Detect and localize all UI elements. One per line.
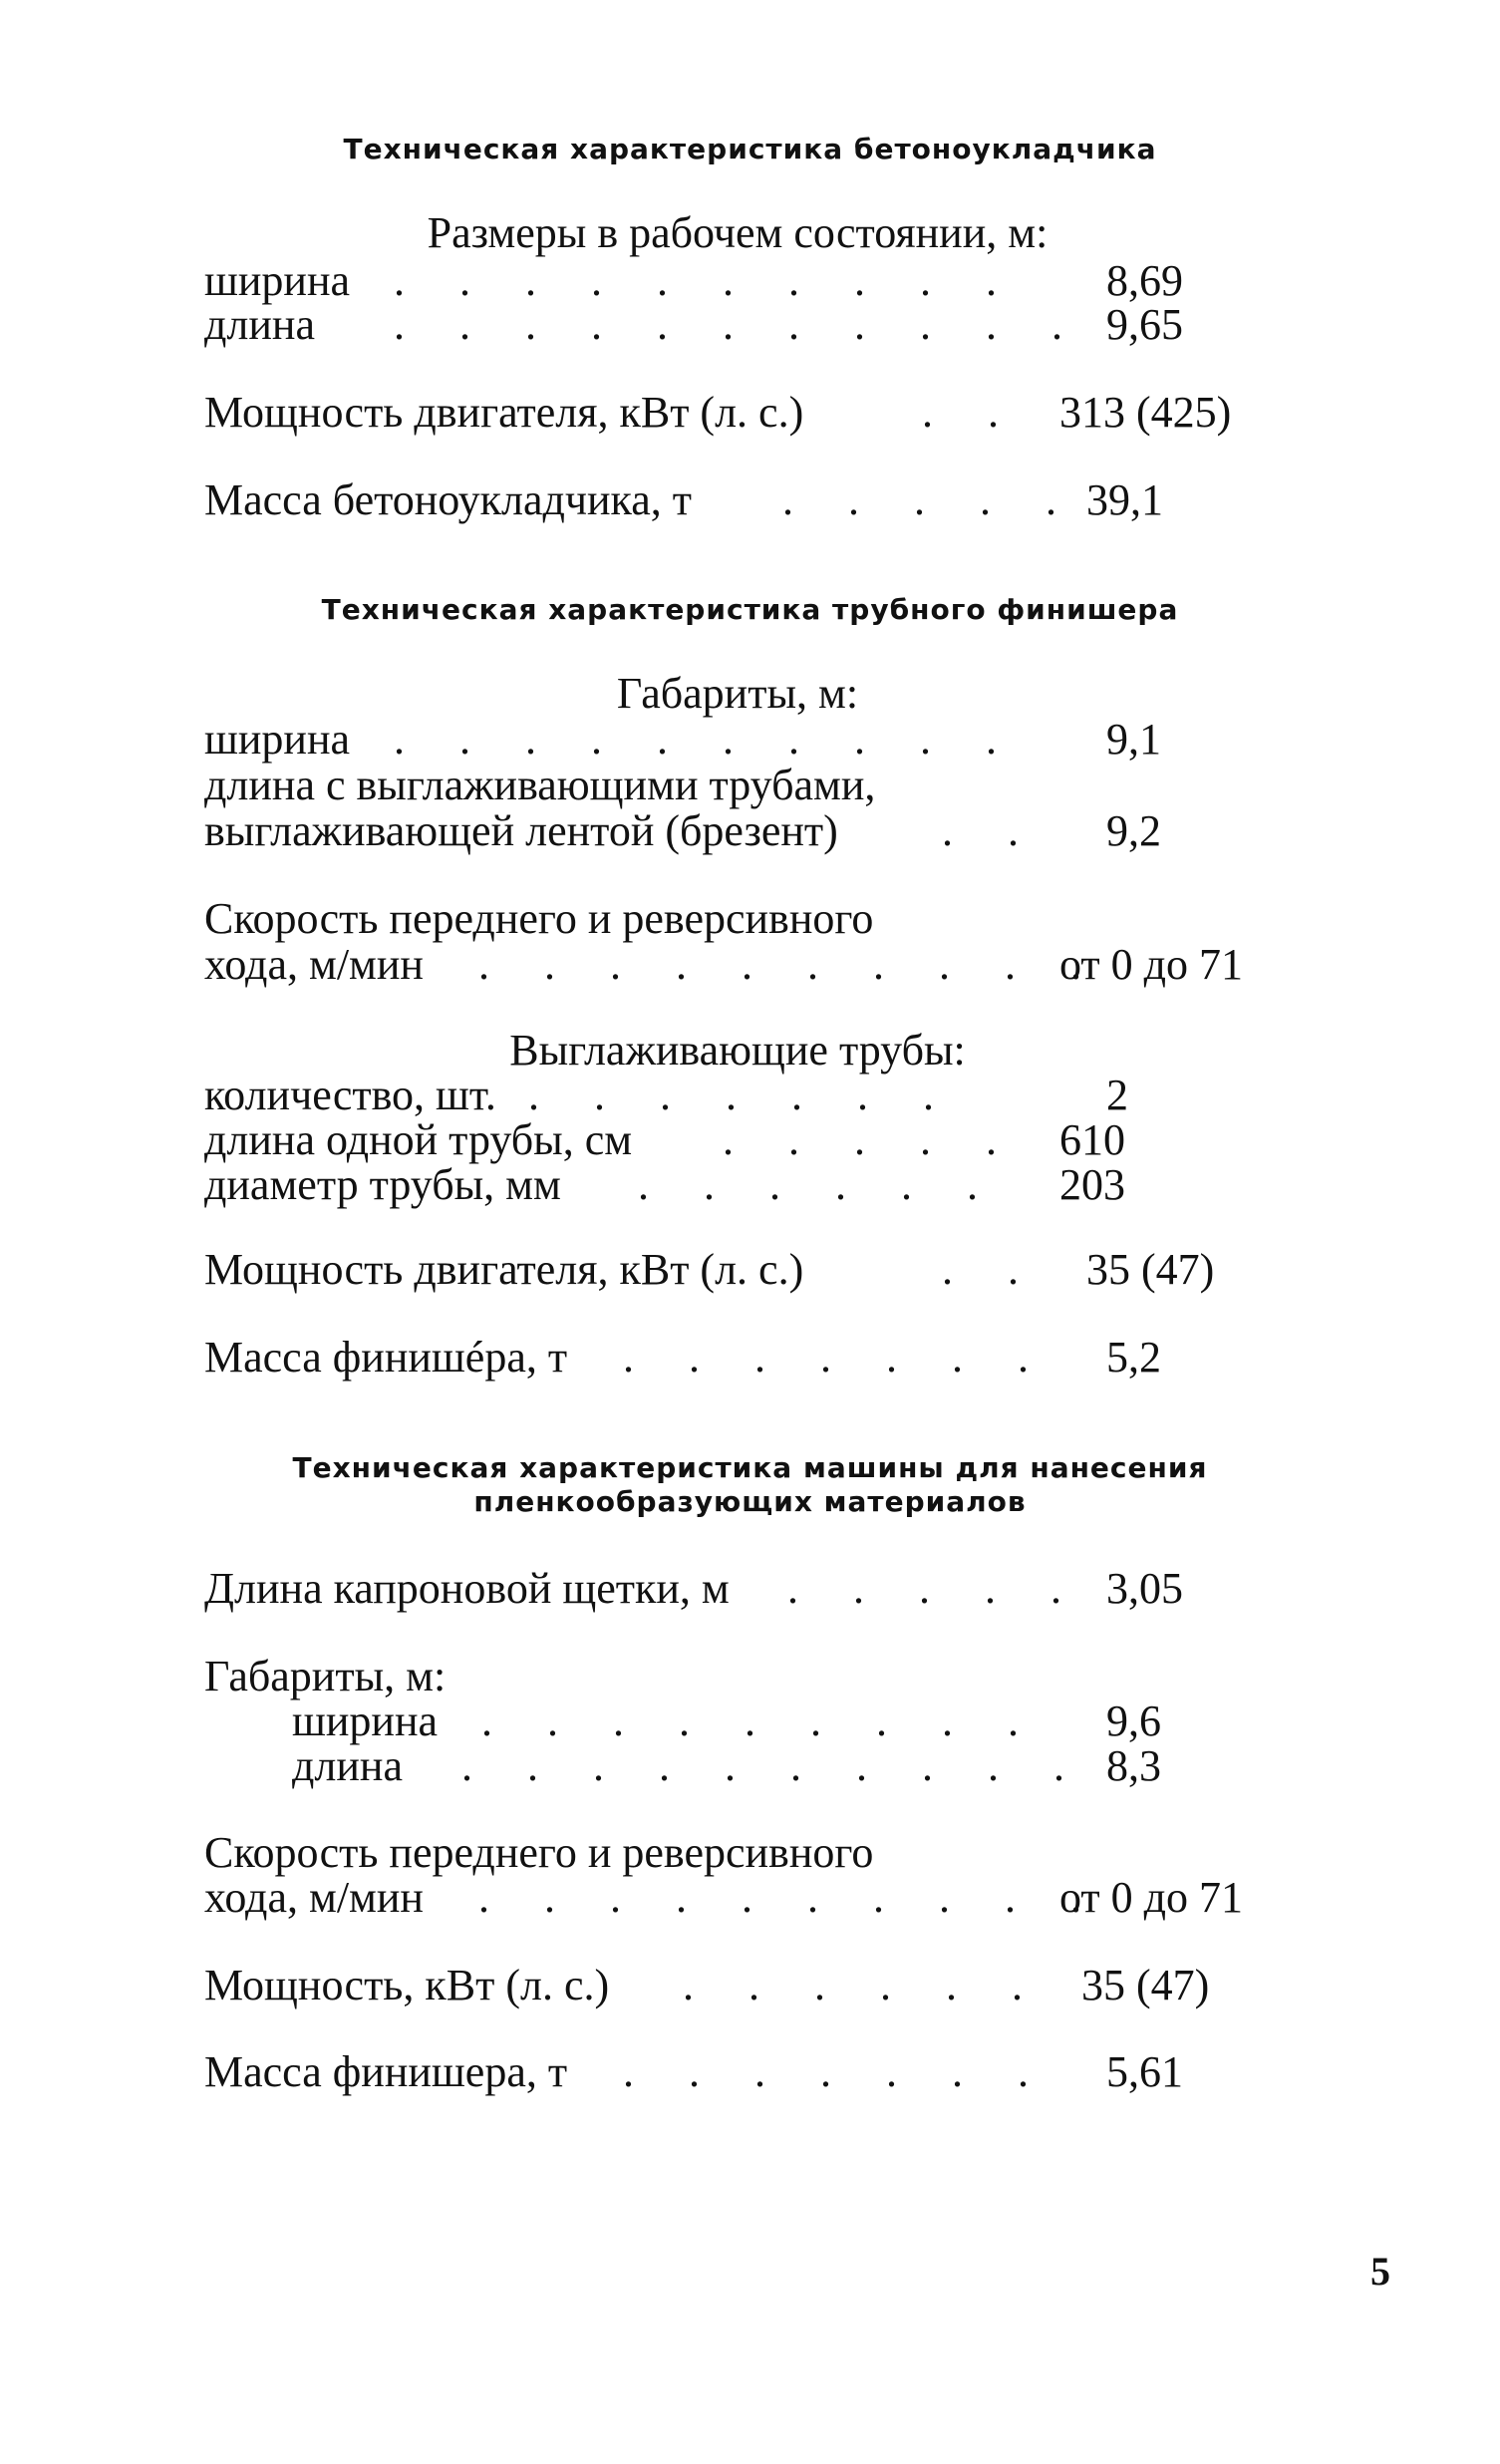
leader-dots: . . . . . . . . . . [394,256,1019,305]
spec-row-mass [204,1334,1271,1382]
spec-row-brush-length [204,1565,1271,1613]
spec-label: длина [292,1741,403,1790]
spec-row-width [204,716,1271,764]
spec-row-width [204,1697,1271,1745]
spec-label: Мощность, кВт (л. с.) [204,1961,610,2009]
spec-row-length [204,301,1271,349]
leader-dots: . . [942,806,1041,855]
spec-row-width [204,257,1271,305]
spec-row-power [204,1962,1271,2009]
spec-label-continued: длина с выглаживающими трубами, [204,761,876,809]
spec-value: 203 [1059,1160,1125,1209]
spec-row-engine-power [204,389,1271,437]
spec-label: ширина [204,715,351,764]
spec-label-continued: Скорость переднего и реверсивного [204,894,874,943]
spec-value: 8,69 [1106,256,1183,305]
leader-dots: . . . . . . . [623,1333,1050,1382]
leader-dots: . . . . . . [683,1961,1045,2009]
spec-row-quantity [204,1072,1271,1119]
leader-dots: . . . . . . . . . . [478,1873,1103,1922]
spec-value: 9,6 [1106,1696,1161,1745]
spec-row-mass [204,2048,1271,2096]
spec-label: Мощность двигателя, кВт (л. с.) [204,388,804,437]
spec-label: количество, шт. [204,1071,496,1119]
spec-label: хода, м/мин [204,1873,424,1922]
subheading-working-dimensions: Размеры в рабочем состоянии, м: [427,208,1049,257]
spec-label: выглаживающей лентой (брезент) [204,806,838,855]
leader-dots: . . . . . [782,475,1078,524]
spec-value: от 0 до 71 [1059,1873,1244,1922]
leader-dots: . . . . . . [638,1160,1000,1209]
spec-value: 610 [1059,1115,1125,1164]
spec-value: 2 [1106,1071,1128,1119]
leader-dots: . . . . . [787,1564,1083,1613]
leader-dots: . . . . . . . . . [481,1696,1041,1745]
spec-label: длина одной трубы, см [204,1115,633,1164]
spec-label: ширина [204,256,351,305]
spec-label: Длина капроновой щетки, м [204,1564,730,1613]
spec-value: 9,65 [1106,300,1183,349]
spec-row-mass [204,476,1271,524]
section-title-film-machine-line2: пленкообразующих материалов [473,1485,1027,1518]
spec-value: 5,2 [1106,1333,1161,1382]
spec-label: Масса бетоноукладчика, т [204,475,693,524]
spec-row-tube-diameter [204,1161,1271,1209]
leader-dots: . . . . . . . [528,1071,956,1119]
spec-value: 35 (47) [1081,1961,1210,2009]
leader-dots: . . [942,1245,1041,1294]
spec-label: диаметр трубы, мм [204,1160,561,1209]
spec-label: ширина [292,1696,439,1745]
leader-dots: . . [922,388,1021,437]
spec-value: 39,1 [1086,475,1163,524]
spec-value: 9,1 [1106,715,1161,764]
spec-value: от 0 до 71 [1059,940,1244,989]
leader-dots: . . . . . . . . . . [478,940,1103,989]
spec-value: 313 (425) [1059,388,1232,437]
section-title-tube-finisher: Техническая характеристика трубного финишера [321,593,1179,626]
spec-label: хода, м/мин [204,940,424,989]
section-title-concrete-paver: Техническая характеристика бетоноукладчика [343,133,1157,165]
spec-row-speed [204,941,1271,989]
spec-row-length [204,1742,1271,1790]
page-number: 5 [1370,2249,1390,2294]
spec-label: Мощность двигателя, кВт (л. с.) [204,1245,804,1294]
spec-label: длина [204,300,315,349]
spec-label: Масса финишéра, т [204,1333,568,1382]
spec-value: 3,05 [1106,1564,1183,1613]
section-title-film-machine: Техническая характеристика машины для нанесения [292,1451,1208,1484]
spec-row-speed [204,1874,1271,1922]
leader-dots: . . . . . . . . . . [394,715,1019,764]
spec-value: 9,2 [1106,806,1161,855]
spec-row-engine-power [204,1246,1271,1294]
spec-value: 35 (47) [1086,1245,1215,1294]
spec-row-length-with-tubes [204,807,1271,855]
leader-dots: . . . . . . . . . . . [394,300,1084,349]
leader-dots: . . . . . . . . . . [461,1741,1086,1790]
spec-label-continued: Скорость переднего и реверсивного [204,1828,874,1877]
spec-group-label-dimensions: Габариты, м: [204,1652,447,1700]
spec-value: 8,3 [1106,1741,1161,1790]
subheading-smoothing-tubes: Выглаживающие трубы: [509,1026,966,1075]
leader-dots: . . . . . [723,1115,1019,1164]
spec-value: 5,61 [1106,2047,1183,2096]
leader-dots: . . . . . . . [623,2047,1050,2096]
subheading-dimensions: Габариты, м: [616,669,859,718]
spec-label: Масса финишера, т [204,2047,568,2096]
spec-row-tube-length [204,1116,1271,1164]
